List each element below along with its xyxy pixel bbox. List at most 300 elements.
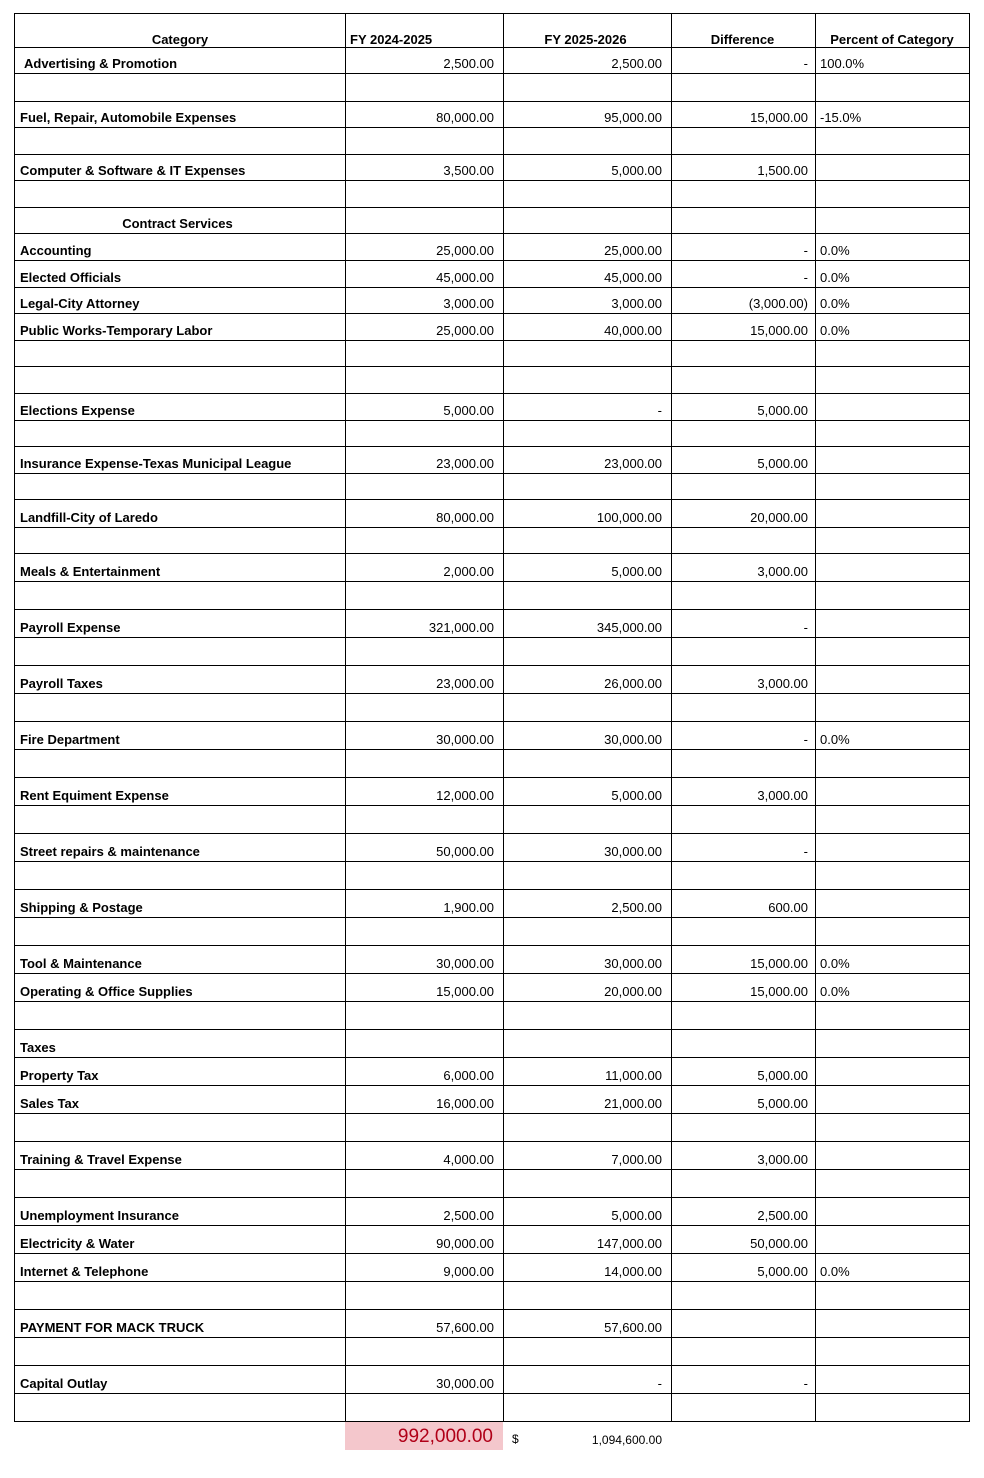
table-row [15, 666, 970, 694]
category-cell: Fire Department [15, 722, 346, 750]
fy2024-2025-cell [346, 1282, 504, 1310]
fy2024-2025-cell: 25,000.00 [346, 314, 504, 341]
fy2024-2025-cell [346, 74, 504, 102]
category-cell [15, 750, 346, 778]
difference-cell: 15,000.00 [672, 102, 816, 128]
category-cell: Landfill-City of Laredo [15, 500, 346, 528]
table-row [15, 500, 970, 528]
fy2025-2026-cell [504, 1002, 672, 1030]
difference-cell: 2,500.00 [672, 1198, 816, 1226]
fy2025-2026-cell: - [504, 394, 672, 421]
category-cell: Taxes [15, 1030, 346, 1058]
fy2024-2025-cell [346, 1170, 504, 1198]
percent-cell [816, 862, 970, 890]
percent-cell [816, 128, 970, 155]
fy2025-2026-cell: 14,000.00 [504, 1254, 672, 1282]
difference-cell: 3,000.00 [672, 554, 816, 582]
percent-cell [816, 1226, 970, 1254]
fy2024-2025-cell: 80,000.00 [346, 102, 504, 128]
difference-cell [672, 1170, 816, 1198]
category-cell: Payroll Expense [15, 610, 346, 638]
fy2025-2026-cell [504, 528, 672, 554]
header-category: Category [15, 14, 346, 48]
category-cell [15, 1002, 346, 1030]
difference-cell [672, 474, 816, 500]
category-cell [15, 128, 346, 155]
table-row [15, 1226, 970, 1254]
category-cell: Contract Services [15, 208, 346, 234]
percent-cell [816, 554, 970, 582]
table-row [15, 638, 970, 666]
fy2025-2026-cell: 21,000.00 [504, 1086, 672, 1114]
table-row [15, 974, 970, 1002]
fy2024-2025-cell: 30,000.00 [346, 946, 504, 974]
category-cell: Insurance Expense-Texas Municipal League [15, 447, 346, 474]
table-row [15, 1030, 970, 1058]
difference-cell: 3,000.00 [672, 778, 816, 806]
percent-cell [816, 447, 970, 474]
fy2024-2025-cell [346, 1002, 504, 1030]
fy2024-2025-cell: 30,000.00 [346, 1366, 504, 1394]
difference-cell [672, 421, 816, 447]
difference-cell [672, 750, 816, 778]
fy2025-2026-cell [504, 181, 672, 208]
fy2025-2026-cell: 5,000.00 [504, 778, 672, 806]
percent-cell: 0.0% [816, 288, 970, 314]
fy2025-2026-cell: 20,000.00 [504, 974, 672, 1002]
difference-cell: - [672, 1366, 816, 1394]
fy2025-2026-cell [504, 1114, 672, 1142]
fy2025-2026-cell: 11,000.00 [504, 1058, 672, 1086]
difference-cell: - [672, 610, 816, 638]
difference-cell [672, 806, 816, 834]
percent-cell [816, 500, 970, 528]
percent-cell [816, 1338, 970, 1366]
fy2024-2025-cell: 2,500.00 [346, 1198, 504, 1226]
category-cell: Unemployment Insurance [15, 1198, 346, 1226]
difference-cell [672, 918, 816, 946]
fy2025-2026-cell [504, 638, 672, 666]
difference-cell: 5,000.00 [672, 1254, 816, 1282]
table-row [15, 367, 970, 394]
category-cell: Meals & Entertainment [15, 554, 346, 582]
fy2024-2025-cell [346, 528, 504, 554]
fy2025-2026-cell [504, 1338, 672, 1366]
difference-cell: 5,000.00 [672, 1058, 816, 1086]
category-cell [15, 806, 346, 834]
fy2025-2026-cell: 30,000.00 [504, 722, 672, 750]
category-cell: Sales Tax [15, 1086, 346, 1114]
fy2024-2025-cell [346, 421, 504, 447]
fy2025-2026-cell [504, 806, 672, 834]
percent-cell [816, 890, 970, 918]
percent-cell [816, 918, 970, 946]
percent-cell [816, 394, 970, 421]
fy2024-2025-cell: 30,000.00 [346, 722, 504, 750]
percent-cell [816, 1282, 970, 1310]
table-row [15, 778, 970, 806]
category-cell [15, 181, 346, 208]
fy2024-2025-cell [346, 181, 504, 208]
category-cell: PAYMENT FOR MACK TRUCK [15, 1310, 346, 1338]
fy2024-2025-cell [346, 582, 504, 610]
table-row [15, 1114, 970, 1142]
difference-cell [672, 1310, 816, 1338]
table-row [15, 750, 970, 778]
percent-cell [816, 750, 970, 778]
fy2025-2026-cell [504, 1170, 672, 1198]
fy2025-2026-cell: 100,000.00 [504, 500, 672, 528]
fy2024-2025-cell: 2,000.00 [346, 554, 504, 582]
percent-cell [816, 1002, 970, 1030]
fy2025-2026-cell: 5,000.00 [504, 1198, 672, 1226]
category-cell [15, 1114, 346, 1142]
fy2024-2025-cell: 4,000.00 [346, 1142, 504, 1170]
difference-cell: 50,000.00 [672, 1226, 816, 1254]
percent-cell: 0.0% [816, 974, 970, 1002]
category-cell: Accounting [15, 234, 346, 261]
fy2025-2026-cell: 2,500.00 [504, 890, 672, 918]
category-cell [15, 474, 346, 500]
percent-cell: 0.0% [816, 946, 970, 974]
difference-cell [672, 181, 816, 208]
percent-cell [816, 528, 970, 554]
fy2025-2026-cell: 30,000.00 [504, 946, 672, 974]
percent-cell: 0.0% [816, 722, 970, 750]
difference-cell: 15,000.00 [672, 946, 816, 974]
table-row [15, 1142, 970, 1170]
category-cell: Fuel, Repair, Automobile Expenses [15, 102, 346, 128]
fy2024-2025-cell: 321,000.00 [346, 610, 504, 638]
fy2024-2025-cell: 57,600.00 [346, 1310, 504, 1338]
fy2025-2026-cell: 26,000.00 [504, 666, 672, 694]
fy2024-2025-cell: 5,000.00 [346, 394, 504, 421]
total-fy2024-2025: 992,000.00 [345, 1422, 503, 1450]
fy2025-2026-cell: 45,000.00 [504, 261, 672, 288]
percent-cell [816, 421, 970, 447]
category-cell: Rent Equiment Expense [15, 778, 346, 806]
budget-table [14, 13, 970, 1422]
fy2025-2026-cell: 5,000.00 [504, 554, 672, 582]
percent-cell [816, 367, 970, 394]
percent-cell: 100.0% [816, 48, 970, 74]
category-cell [15, 862, 346, 890]
table-row [15, 694, 970, 722]
percent-cell [816, 1142, 970, 1170]
header-row [15, 14, 970, 48]
fy2024-2025-cell [346, 128, 504, 155]
percent-cell [816, 181, 970, 208]
category-cell: Internet & Telephone [15, 1254, 346, 1282]
table-row [15, 261, 970, 288]
difference-cell: 3,000.00 [672, 666, 816, 694]
difference-cell [672, 1002, 816, 1030]
fy2024-2025-cell [346, 1114, 504, 1142]
header-fy2024-2025: FY 2024-2025 [346, 14, 504, 48]
table-row [15, 834, 970, 862]
table-row [15, 288, 970, 314]
percent-cell [816, 638, 970, 666]
fy2025-2026-cell: 40,000.00 [504, 314, 672, 341]
fy2024-2025-cell: 45,000.00 [346, 261, 504, 288]
category-cell [15, 341, 346, 367]
fy2024-2025-cell: 3,000.00 [346, 288, 504, 314]
difference-cell [672, 128, 816, 155]
fy2024-2025-cell: 90,000.00 [346, 1226, 504, 1254]
category-cell: Shipping & Postage [15, 890, 346, 918]
fy2024-2025-cell: 3,500.00 [346, 155, 504, 181]
fy2024-2025-cell: 23,000.00 [346, 447, 504, 474]
category-cell [15, 74, 346, 102]
fy2024-2025-cell [346, 918, 504, 946]
category-cell: Advertising & Promotion [15, 48, 346, 74]
table-row [15, 102, 970, 128]
table-row [15, 421, 970, 447]
category-cell: Property Tax [15, 1058, 346, 1086]
fy2025-2026-cell: 147,000.00 [504, 1226, 672, 1254]
fy2025-2026-cell: 23,000.00 [504, 447, 672, 474]
category-cell [15, 582, 346, 610]
table-body [15, 48, 970, 1422]
fy2024-2025-cell: 80,000.00 [346, 500, 504, 528]
fy2025-2026-cell [504, 474, 672, 500]
fy2024-2025-cell: 15,000.00 [346, 974, 504, 1002]
fy2025-2026-cell: 3,000.00 [504, 288, 672, 314]
difference-cell: 1,500.00 [672, 155, 816, 181]
table-row [15, 447, 970, 474]
fy2025-2026-cell: 345,000.00 [504, 610, 672, 638]
percent-cell [816, 666, 970, 694]
header-percent-of-category: Percent of Category [816, 14, 970, 48]
fy2025-2026-cell [504, 74, 672, 102]
fy2025-2026-cell [504, 367, 672, 394]
difference-cell [672, 862, 816, 890]
percent-cell: 0.0% [816, 234, 970, 261]
fy2024-2025-cell [346, 694, 504, 722]
table-row [15, 128, 970, 155]
category-cell [15, 694, 346, 722]
category-cell: Computer & Software & IT Expenses [15, 155, 346, 181]
percent-cell [816, 1394, 970, 1422]
table-row [15, 474, 970, 500]
percent-cell [816, 806, 970, 834]
totals-row [0, 1422, 984, 1452]
difference-cell [672, 1282, 816, 1310]
fy2024-2025-cell: 25,000.00 [346, 234, 504, 261]
percent-cell [816, 834, 970, 862]
table-row [15, 890, 970, 918]
fy2025-2026-cell: 2,500.00 [504, 48, 672, 74]
fy2024-2025-cell [346, 341, 504, 367]
percent-cell [816, 208, 970, 234]
table-row [15, 341, 970, 367]
category-cell [15, 1338, 346, 1366]
table-row [15, 722, 970, 750]
fy2024-2025-cell [346, 806, 504, 834]
fy2025-2026-cell [504, 421, 672, 447]
table-row [15, 554, 970, 582]
table-row [15, 862, 970, 890]
fy2024-2025-cell [346, 1030, 504, 1058]
table-row [15, 181, 970, 208]
table-row [15, 610, 970, 638]
fy2024-2025-cell [346, 750, 504, 778]
table-row [15, 1338, 970, 1366]
header-difference: Difference [672, 14, 816, 48]
fy2024-2025-cell [346, 208, 504, 234]
difference-cell [672, 74, 816, 102]
table-row [15, 1170, 970, 1198]
fy2025-2026-cell [504, 341, 672, 367]
difference-cell: 15,000.00 [672, 314, 816, 341]
difference-cell: - [672, 261, 816, 288]
category-cell: Tool & Maintenance [15, 946, 346, 974]
fy2025-2026-cell [504, 750, 672, 778]
percent-cell: 0.0% [816, 261, 970, 288]
percent-cell [816, 694, 970, 722]
difference-cell: 5,000.00 [672, 1086, 816, 1114]
difference-cell: - [672, 234, 816, 261]
fy2024-2025-cell: 12,000.00 [346, 778, 504, 806]
table-row [15, 1002, 970, 1030]
percent-cell [816, 74, 970, 102]
fy2024-2025-cell [346, 367, 504, 394]
percent-cell [816, 1086, 970, 1114]
category-cell [15, 918, 346, 946]
fy2025-2026-cell [504, 582, 672, 610]
percent-cell [816, 610, 970, 638]
difference-cell: 15,000.00 [672, 974, 816, 1002]
percent-cell [816, 1198, 970, 1226]
fy2024-2025-cell: 1,900.00 [346, 890, 504, 918]
table-row [15, 314, 970, 341]
difference-cell: 20,000.00 [672, 500, 816, 528]
fy2025-2026-cell [504, 208, 672, 234]
percent-cell [816, 778, 970, 806]
fy2025-2026-cell: - [504, 1366, 672, 1394]
category-cell: Street repairs & maintenance [15, 834, 346, 862]
percent-cell [816, 1030, 970, 1058]
header-fy2025-2026: FY 2025-2026 [504, 14, 672, 48]
fy2025-2026-cell: 57,600.00 [504, 1310, 672, 1338]
difference-cell [672, 638, 816, 666]
category-cell: Legal-City Attorney [15, 288, 346, 314]
table-row [15, 1198, 970, 1226]
fy2025-2026-cell [504, 1394, 672, 1422]
percent-cell [816, 474, 970, 500]
difference-cell [672, 1394, 816, 1422]
percent-cell [816, 155, 970, 181]
category-cell: Operating & Office Supplies [15, 974, 346, 1002]
category-cell: Elected Officials [15, 261, 346, 288]
difference-cell: - [672, 48, 816, 74]
category-cell [15, 421, 346, 447]
difference-cell: - [672, 834, 816, 862]
fy2025-2026-cell: 25,000.00 [504, 234, 672, 261]
table-row [15, 394, 970, 421]
difference-cell: 600.00 [672, 890, 816, 918]
fy2024-2025-cell: 23,000.00 [346, 666, 504, 694]
category-cell [15, 638, 346, 666]
fy2025-2026-cell: 7,000.00 [504, 1142, 672, 1170]
table-row [15, 946, 970, 974]
difference-cell: 5,000.00 [672, 394, 816, 421]
table-row [15, 1366, 970, 1394]
difference-cell: - [672, 722, 816, 750]
percent-cell [816, 1310, 970, 1338]
category-cell: Capital Outlay [15, 1366, 346, 1394]
percent-cell: 0.0% [816, 1254, 970, 1282]
difference-cell [672, 1338, 816, 1366]
difference-cell [672, 1030, 816, 1058]
percent-cell: 0.0% [816, 314, 970, 341]
fy2025-2026-cell: 95,000.00 [504, 102, 672, 128]
fy2025-2026-cell [504, 694, 672, 722]
category-cell [15, 1394, 346, 1422]
table-row [15, 582, 970, 610]
category-cell: Training & Travel Expense [15, 1142, 346, 1170]
percent-cell [816, 1366, 970, 1394]
percent-cell [816, 341, 970, 367]
difference-cell [672, 694, 816, 722]
percent-cell [816, 1114, 970, 1142]
category-cell: Elections Expense [15, 394, 346, 421]
fy2024-2025-cell [346, 1338, 504, 1366]
fy2025-2026-cell [504, 918, 672, 946]
table-row [15, 155, 970, 181]
category-cell: Electricity & Water [15, 1226, 346, 1254]
fy2025-2026-cell [504, 1282, 672, 1310]
category-cell: Public Works-Temporary Labor [15, 314, 346, 341]
difference-cell: (3,000.00) [672, 288, 816, 314]
difference-cell [672, 582, 816, 610]
difference-cell [672, 367, 816, 394]
table-row [15, 1310, 970, 1338]
fy2024-2025-cell [346, 862, 504, 890]
fy2025-2026-cell: 5,000.00 [504, 155, 672, 181]
fy2025-2026-cell [504, 128, 672, 155]
fy2024-2025-cell: 6,000.00 [346, 1058, 504, 1086]
fy2024-2025-cell [346, 1394, 504, 1422]
total-fy2025-2026: 1,094,600.00 [591, 1433, 662, 1447]
category-cell [15, 1170, 346, 1198]
category-cell: Payroll Taxes [15, 666, 346, 694]
table-row [15, 528, 970, 554]
percent-cell [816, 1058, 970, 1086]
fy2025-2026-cell [504, 1030, 672, 1058]
fy2024-2025-cell: 16,000.00 [346, 1086, 504, 1114]
category-cell [15, 528, 346, 554]
difference-cell: 3,000.00 [672, 1142, 816, 1170]
difference-cell: 5,000.00 [672, 447, 816, 474]
table-row [15, 1058, 970, 1086]
table-row [15, 74, 970, 102]
fy2024-2025-cell [346, 474, 504, 500]
fy2025-2026-cell: 30,000.00 [504, 834, 672, 862]
table-row [15, 1394, 970, 1422]
fy2024-2025-cell: 2,500.00 [346, 48, 504, 74]
fy2025-2026-cell [504, 862, 672, 890]
percent-cell: -15.0% [816, 102, 970, 128]
table-row [15, 1086, 970, 1114]
table-row [15, 48, 970, 74]
table-row [15, 1282, 970, 1310]
category-cell [15, 1282, 346, 1310]
difference-cell [672, 341, 816, 367]
table-row [15, 806, 970, 834]
table-row [15, 234, 970, 261]
category-cell [15, 367, 346, 394]
